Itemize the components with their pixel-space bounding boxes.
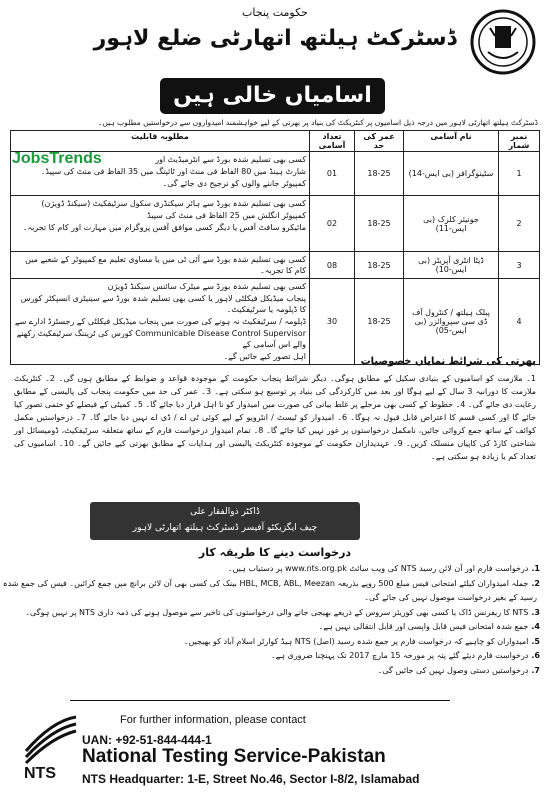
cell-sr: 1	[499, 152, 540, 196]
list-item	[20, 649, 540, 664]
cell-post: پبلک ہیلتھ / کنٹرول آف ڈی سی سپروائزر (بی ایس-05)	[404, 279, 499, 365]
step-text: درخواست فارم دیئے گئے پتہ پر مورخہ 15 مارچ 2017 تک پہنچنا ضروری ہے۔	[270, 651, 529, 660]
cell-age: 18-25	[355, 152, 404, 196]
list-item	[20, 591, 540, 606]
footer-divider	[70, 700, 450, 701]
list-item	[20, 664, 540, 679]
uan-number: UAN: +92-51-844-444-1	[82, 733, 212, 747]
cell-count: 08	[310, 252, 355, 279]
header-sr: نمبر شمار	[499, 131, 540, 152]
cell-count: 02	[310, 196, 355, 252]
qual-line: کمپیوٹر انگلش میں 25 الفاظ فی منٹ کی سپیڈ	[147, 211, 306, 220]
department-title: ڈسٹرکٹ ہیلتھ اتھارٹی ضلع لاہور	[93, 26, 457, 51]
cell-age: 18-25	[355, 252, 404, 279]
qual-line: ڈپلومہ / سرٹیفکیٹ نہ ہونے کی صورت میں پنجاب میڈیکل فیکلٹی کے رجسٹرڈ ادارے سے	[14, 317, 306, 326]
list-item	[20, 620, 540, 635]
cell-sr: 2	[499, 196, 540, 252]
cell-post: سٹینوگرافر (بی ایس-14)	[404, 152, 499, 196]
apply-title: درخواست دینے کا طریقہ کار	[198, 546, 352, 559]
cell-post: ڈیٹا انٹری آپریٹر (بی ایس-10)	[404, 252, 499, 279]
step-text: درخواستیں دستی وصول نہیں کی جائیں گی۔	[377, 665, 529, 675]
qual-line: کسی بھی تسلیم شدہ بورڈ سے انٹرمیڈیٹ اور	[155, 155, 306, 164]
signatory-title: چیف ایگزیکٹو آفیسر ڈسٹرکٹ ہیلتھ اتھارٹی لاہور	[132, 523, 318, 533]
step-text: جمع شدہ امتحانی فیس قابل واپسی اور قابل انتقالی نہیں ہے۔	[318, 622, 529, 631]
list-item	[20, 606, 540, 621]
step-number: 4.	[531, 622, 540, 631]
table-row	[11, 279, 540, 365]
step-number: 5.	[531, 636, 540, 646]
header-qualification: مطلوبہ قابلیت	[11, 131, 310, 152]
qual-line: کمپیوٹر جاننے والوں کو ترجیح دی جائے گی۔	[162, 179, 306, 188]
cell-sr: 3	[499, 252, 540, 279]
cell-count: 01	[310, 152, 355, 196]
list-item	[20, 562, 540, 577]
watermark-text: JobsTrends	[12, 150, 102, 167]
cell-age: 18-25	[355, 279, 404, 365]
further-info-label: For further information, please contact	[120, 714, 306, 726]
cell-age: 18-25	[355, 196, 404, 252]
step-number: 7.	[531, 665, 540, 675]
step-number: 1.	[531, 564, 540, 573]
punjab-government-logo-icon	[468, 8, 538, 76]
reference-code	[0, 716, 12, 791]
cell-qualification	[11, 279, 310, 365]
cell-post: جونیئر کلرک (بی ایس-11)	[404, 196, 499, 252]
step-number	[537, 593, 540, 602]
step-number: 2.	[531, 578, 540, 588]
step-text: NTS کا ریفرنس ڈاک یا کسی بھی کوریئر سروس کے ذریعے بھیجی جانے والی درخواستوں کی تاخیر سے موصول ہونے کی ذمہ داری NTS پر نہیں ہوگی۔	[25, 607, 529, 617]
step-number: 6.	[531, 651, 540, 660]
cell-qualification	[11, 252, 310, 279]
signature-box	[90, 502, 360, 540]
cell-count: 30	[310, 279, 355, 365]
table-row	[11, 196, 540, 252]
cell-qualification	[11, 196, 310, 252]
header-post: نام آسامی	[404, 131, 499, 152]
table-header-row	[11, 131, 540, 152]
step-text: درخواست فارم اور آن لائن رسید NTS کی ویب سائٹ www.nts.org.pk پر دستیاب ہیں۔	[227, 564, 529, 573]
headquarter-address: NTS Headquarter: 1-E, Street No.46, Sector I-8/2, Islamabad	[82, 772, 420, 786]
apply-steps-list	[2, 562, 540, 678]
list-item	[2, 577, 540, 592]
organization-name: National Testing Service-Pakistan	[82, 746, 386, 767]
vacancies-banner: اسامیاں خالی ہیں	[160, 78, 385, 114]
qual-line: کسی بھی تسلیم شدہ بورڈ سے آئی ٹی میں یا مساوی تعلیم مع کمپیوٹر کے شعبے میں کام کا تجربہ۔	[25, 255, 306, 275]
step-text: رسید کے بغیر درخواست موصول نہیں کی جائے گی۔	[364, 593, 537, 602]
list-item	[20, 635, 540, 650]
intro-text: ڈسٹرکٹ ہیلتھ اتھارٹی لاہور میں درجہ ذیل اسامیوں پر کنٹریکٹ کی بنیاد پر بھرتی کے لیے خواہشمند امیدواروں سے درخواستیں مطلوب ہیں۔	[98, 118, 538, 127]
cell-sr: 4	[499, 279, 540, 365]
signatory-name: ڈاکٹر ذوالفقار علی	[190, 507, 260, 517]
qual-line: پنجاب میڈیکل فیکلٹی لاہور یا کسی بھی تسلیم شدہ بورڈ سے سینیٹری انسپکٹر کورس کا ڈپلومہ یا سرٹیفکیٹ۔	[20, 294, 306, 314]
step-text: جملہ امیدواران کیلئے امتحانی فیس مبلغ 500 روپے بذریعہ HBL, MCB, ABL, Meezan بینک کی کسی بھی آن لائن برانچ میں جمع کرائیں۔ فیس کی جمع شدہ	[2, 578, 529, 588]
qual-line: Communicable Disease Control Supervisor کورس کی ٹریننگ سرٹیفکیٹ رکھنے والے اس آسامی کے	[16, 329, 306, 349]
step-number: 3.	[531, 607, 540, 617]
header-age: عمر کی حد	[355, 131, 404, 152]
qual-line: کسی بھی تسلیم شدہ بورڈ سے میٹرک سائنس سیکنڈ ڈویژن	[107, 282, 306, 291]
nts-logo-text: NTS	[24, 765, 56, 780]
qual-line: کسی بھی تسلیم شدہ بورڈ سے ہائر سیکنڈری سکول سرٹیفکیٹ (سیکنڈ ڈویژن)	[41, 199, 306, 208]
nts-logo-icon	[22, 715, 77, 780]
top-label: حکومت پنجاب	[242, 6, 308, 19]
step-text: امیدواران کو چاہیے کہ درخواست فارم پر جمع شدہ رسید (اصل) NTS ہیڈ کوارٹر اسلام آباد کو بھیجیں۔	[183, 636, 529, 646]
qual-line: مائیکرو سافٹ آفس یا دیگر کسی موافق آفس پروگرام میں مہارت اور کام کا تجربہ۔	[22, 223, 306, 232]
qual-line: اہل تصور کیے جائیں گے۔	[223, 352, 306, 361]
conditions-text: 1۔ ملازمت کو اسامیوں کے بنیادی سکیل کے مطابق ہوگی۔ دیگر شرائط پنجاب حکومت کے موجودہ قواعد و ضوابط کے مطابق ہوں گی۔ 2۔ کنٹریکٹ ملازمت کا دورانیہ 3 سال کے لیے ہوگا اور بعد میں کارکردگی کی بنیاد پر توسیع ہو سکتی ہے۔ 3۔ عمر کی حد میں حکومت پنجاب کی پالیسی کے مطابق رعایت دی جائے گی۔ 4۔ خطوط کے کسی بھی مرحلے پر غلط بیانی کی صورت میں امیدوار کو نا اہل قرار دیا جائے گا۔ 5۔ کمیٹی کے فیصلے کو حتمی تصور کیا جائے گا اور کسی قسم کا اعتراض قابل قبول نہ ہوگا۔ 6۔ امیدوار کو ٹیسٹ / انٹرویو کے لیے کوئی ٹی اے / ڈی اے نہیں دیا جائے گا۔ 7۔ درخواستیں مکمل کوائف کے ساتھ جمع کروائی جائیں، نامکمل درخواستوں پر غور نہیں کیا جائے گا۔ 8۔ تمام امیدوار درخواست فارم کے ساتھ متعلقہ سرٹیفکیٹ، ڈومیسائل اور شناختی کارڈ کی کاپیاں منسلک کریں۔ 9۔ عہدیداران حکومت کے موجودہ کنٹریکٹ پالیسی اور ہدایات کے مطابق بھرتی کیے جائیں گے۔ 10۔ اسامیوں کی تعداد کم یا زیادہ ہو سکتی ہے۔	[14, 374, 537, 461]
header-count: تعداد آسامی	[310, 131, 355, 152]
conditions-title: بھرتی کی شرائط نمایاں خصوصیات	[360, 356, 536, 367]
qual-line: شارٹ ہینڈ میں 80 الفاظ فی منٹ اور ٹائپنگ میں 35 الفاظ فی منٹ کی سپیڈ۔	[40, 167, 306, 176]
table-row	[11, 252, 540, 279]
